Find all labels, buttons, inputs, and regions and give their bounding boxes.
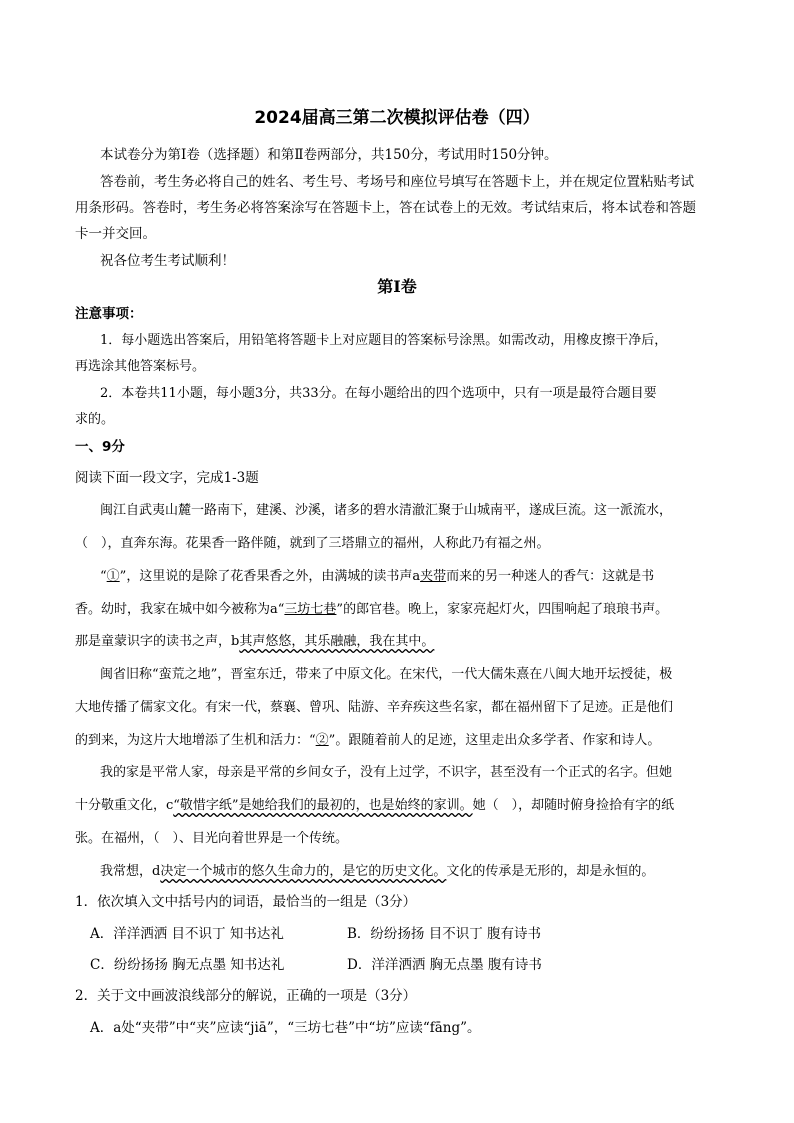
- passage-line: 大地传播了儒家文化。有宋一代，蔡襄、曾巩、陆游、辛弃疾这些名家，都在福州留下了足迹。正是他们: [75, 700, 674, 715]
- underlined-term: 夹带: [420, 569, 447, 584]
- passage-text: 而来的另一种迷人的香气：这就是书: [446, 569, 655, 584]
- notice-item: 再选涂其他答案标号。: [75, 359, 206, 374]
- option-c[interactable]: C．纷纷扬扬 胸无点墨 知书达礼: [90, 957, 285, 973]
- passage-line: （ ），直奔东海。花果香一路伴随，就到了三塔鼎立的福州，人称此乃有福之州。: [75, 536, 550, 551]
- passage-text: 我常想，d: [100, 864, 161, 879]
- passage-line: 闽省旧称“蛮荒之地”，晋室东迁，带来了中原文化。在宋代，一代大儒朱熹在八闽大地开坛授徒，极: [100, 667, 673, 682]
- passage-line: [75, 600, 723, 620]
- intro-line: 用条形码。答卷时，考生务必将答案涂写在答题卡上，答在试卷上的无效。考试结束后，将本试卷和答题: [75, 200, 696, 216]
- passage-line: [75, 796, 723, 816]
- notice-heading: 注意事项：: [75, 306, 143, 322]
- quote-mark: “: [100, 569, 107, 584]
- passage-text: 的到来，为这片大地增添了生机和活力：“: [75, 733, 316, 748]
- blank-1: ①: [106, 569, 120, 584]
- question-stem: 1．依次填入文中括号内的词语，最恰当的一组是（3分）: [75, 894, 417, 910]
- option-d[interactable]: D．洋洋洒洒 胸无点墨 腹有诗书: [347, 957, 542, 973]
- section-title: 第Ⅰ卷: [377, 277, 417, 296]
- intro-line: 本试卷分为第Ⅰ卷（选择题）和第Ⅱ卷两部分，共150分，考试用时150分钟。: [100, 147, 558, 163]
- passage-line: [100, 567, 748, 587]
- intro-wish: 祝各位考生考试顺利！: [100, 253, 235, 269]
- passage-text: 她（ ），却随时俯身捡拾有字的纸: [472, 798, 675, 813]
- passage-text: 文化的传承是无形的，却是永恒的。: [446, 864, 655, 879]
- option-a[interactable]: A．a处“夹带”中“夹”应读“jiā”，“三坊七巷”中“坊”应读“fāng”。: [90, 1020, 481, 1036]
- passage-text: ”的郎官巷。晚上，家家亮起灯火，四围响起了琅琅书声。: [336, 602, 669, 617]
- passage-line: [75, 632, 723, 652]
- passage-text: ”。跟随着前人的足迹，这里走出众多学者、作家和诗人。: [328, 733, 661, 748]
- option-a[interactable]: A．洋洋洒洒 目不识丁 知书达礼: [90, 926, 284, 942]
- option-b[interactable]: B．纷纷扬扬 目不识丁 腹有诗书: [347, 926, 542, 942]
- passage-line: 闽江自武夷山麓一路南下，建溪、沙溪，诸多的碧水清澈汇聚于山城南平，遂成巨流。这一派流水，: [100, 503, 673, 518]
- underlined-term: 三坊七巷: [284, 602, 337, 617]
- passage-text: 香。幼时，我家在城中如今被称为a“: [75, 602, 285, 617]
- wavy-segment-d: 决定一个城市的悠久生命力的，是它的历史文化。: [160, 864, 447, 879]
- passage-text: 十分敬重文化，c: [75, 798, 174, 813]
- wavy-segment-b: 其声悠悠，其乐融融，我在其中。: [239, 634, 435, 649]
- notice-item: 2．本卷共11小题，每小题3分，共33分。在每小题给出的四个选项中，只有一项是最符合题目要: [100, 386, 657, 401]
- intro-line: 卡一并交回。: [75, 226, 156, 242]
- exam-title: 2024届高三第二次模拟评估卷（四）: [254, 108, 540, 128]
- notice-item: 求的。: [75, 412, 115, 427]
- question-stem: 2．关于文中画波浪线部分的解说，正确的一项是（3分）: [75, 988, 417, 1004]
- part-instruction: 阅读下面一段文字，完成1-3题: [75, 470, 259, 486]
- passage-text: ”，这里说的是除了花香果香之外，由满城的读书声a: [119, 569, 421, 584]
- passage-line: 我的家是平常人家，母亲是平常的乡间女子，没有上过学，不识字，甚至没有一个正式的名字。但她: [100, 765, 673, 780]
- passage-text: 那是童蒙识字的读书之声，b: [75, 634, 240, 649]
- intro-line: 答卷前，考生务必将自己的姓名、考生号、考场号和座位号填写在答题卡上，并在规定位置粘贴考试: [100, 174, 694, 190]
- notice-item: 1．每小题选出答案后，用铅笔将答题卡上对应题目的答案标号涂黑。如需改动，用橡皮擦干净后，: [100, 333, 668, 348]
- passage-line: 张。在福州，（ ）、目光向着世界是一个传统。: [75, 831, 349, 846]
- blank-2: ②: [315, 733, 329, 748]
- part-heading: 一、9分: [75, 439, 125, 455]
- passage-line: [100, 862, 748, 882]
- passage-line: [75, 731, 723, 751]
- wavy-segment-c: “敬惜字纸”是她给我们的最初的，也是始终的家训。: [173, 798, 473, 813]
